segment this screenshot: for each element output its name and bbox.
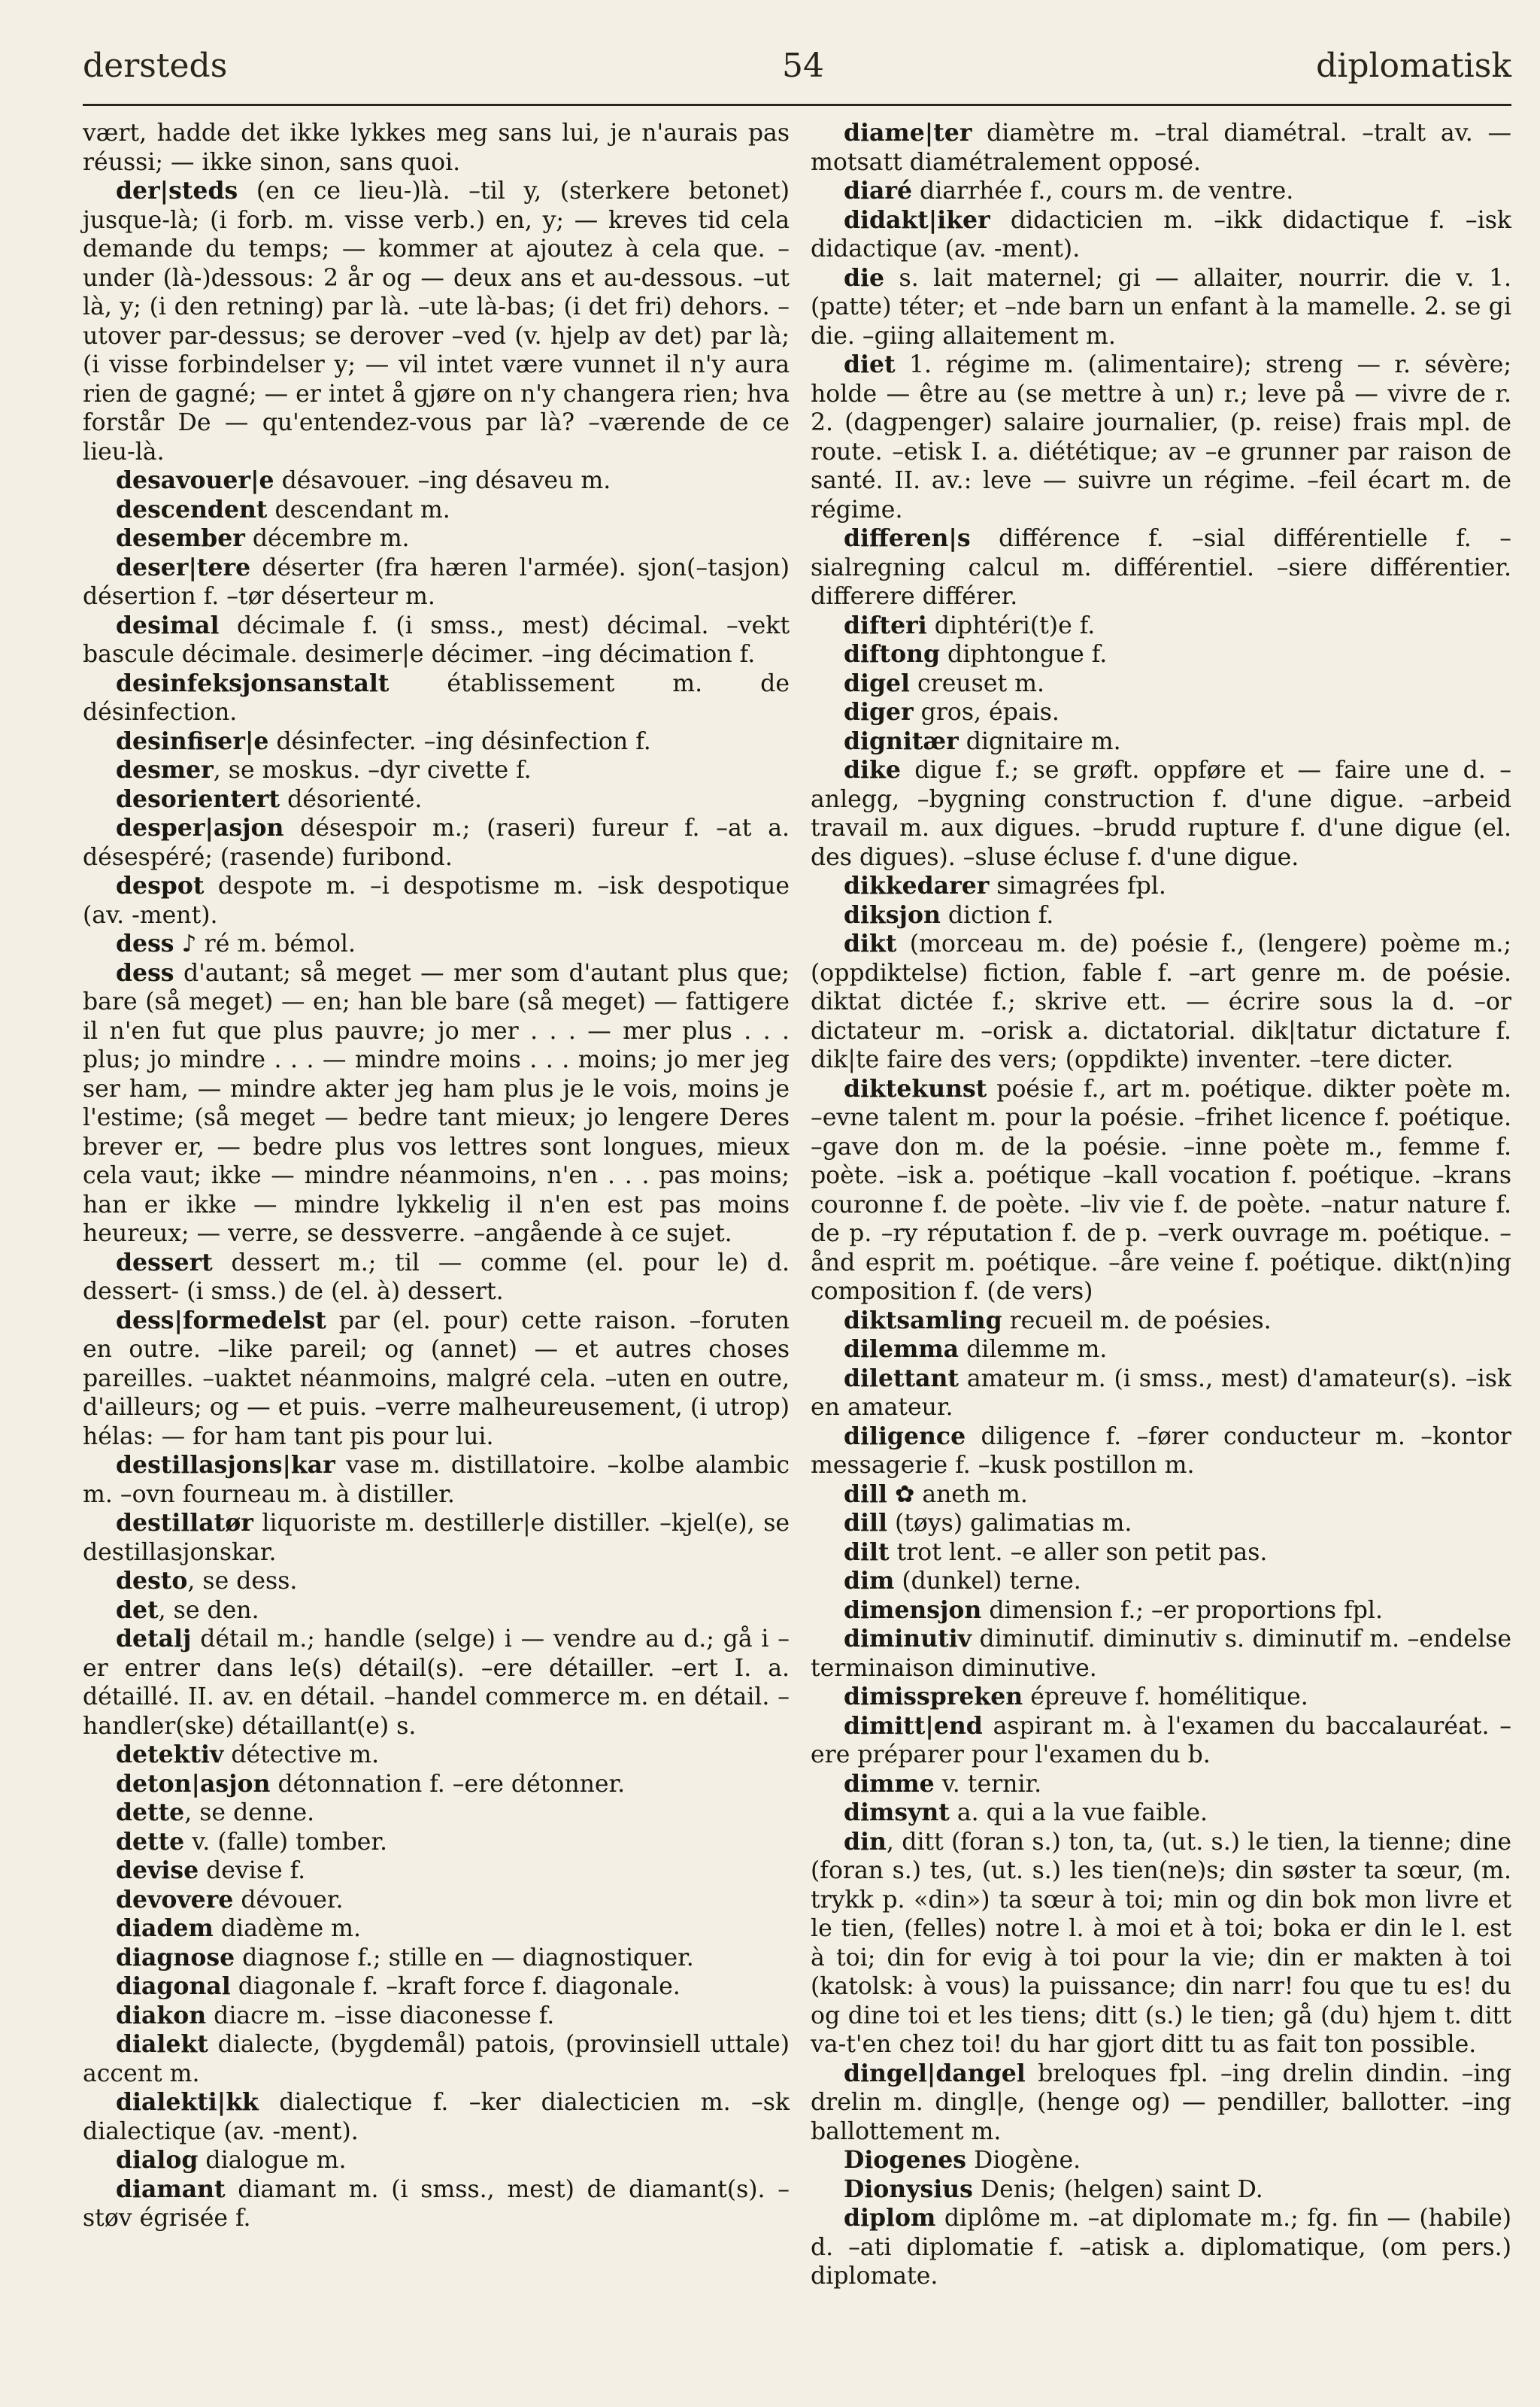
headword: desinfeksjonsanstalt [116, 669, 390, 697]
dictionary-entry: der|steds (en ce lieu-)là. –til y, (sterkere betonet) jusque-là; (i forb. m. visse verb.) en, y; — kreves tid cela demande du temps; — kommer at ajoutez à cela que. –under (là-)dessous: 2 år og — deux ans et au-dessous. –ut là, y; (i den retning) par là. –ute là-bas; (i det fri) dehors. –utover par-dessus; se derover –ved (v. hjelp av det) par là; (i visse forbindelser y; — vil intet være vunnet il n'y aura rien de gagné; — er intet å gjøre on n'y changera rien; hva forstår De — qu'entendez-vous par là? –værende de ce lieu-là. [83, 177, 790, 466]
dictionary-entry: deser|tere déserter (fra hæren l'armée). sjon(–tasjon) désertion f. –tør déserteur m. [83, 553, 790, 610]
headword: devovere [116, 1885, 234, 1914]
dictionary-entry: deton|asjon détonnation f. –ere détonner. [116, 1769, 626, 1798]
headword: diamant [116, 2175, 226, 2203]
dictionary-entry: dikt (morceau m. de) poésie f., (lengere) poème m.; (oppdiktelse) fiction, fable f. –art genre m. de poésie. diktat dictée f.; skrive ett. — écrire sous la d. –or dictateur m. –orisk a. dictatorial. dik|tatur dictature f. dik|te faire des vers; (oppdikte) inventer. –tere dicter. [811, 930, 1511, 1073]
dictionary-entry: desimal décimale f. (i smss., mest) décimal. –vekt bascule décimale. desimer|e décimer. –ing décimation f. [83, 611, 790, 668]
headword: dimsynt [844, 1798, 950, 1826]
headword: dilettant [844, 1364, 959, 1392]
headword: diaré [844, 177, 913, 205]
headword: diet [844, 351, 896, 378]
dictionary-entry: diksjon diction f. [844, 900, 1054, 929]
dictionary-entry: dim (dunkel) terne. [844, 1567, 1081, 1595]
dictionary-entry: dialekt dialecte, (bygdemål) patois, (provinsiell uttale) accent m. [83, 2030, 790, 2087]
headword: dimensjon [844, 1595, 982, 1624]
headword: devise [116, 1856, 199, 1884]
headword: dill [844, 1480, 887, 1508]
dictionary-entry: dimitt|end aspirant m. à l'examen du baccalauréat. –ere préparer pour l'examen du b. [811, 1711, 1511, 1768]
header-rule [83, 104, 1511, 106]
headword: dialekti|kk [116, 2088, 259, 2116]
headword: dette [116, 1827, 185, 1856]
headword: desimal [116, 611, 220, 639]
headword: detalj [116, 1625, 192, 1653]
headword: diftong [844, 640, 941, 668]
headword: dimisspreken [844, 1683, 1023, 1710]
dictionary-entry: detektiv détective m. [116, 1741, 380, 1768]
headword: Diogenes [844, 2146, 967, 2174]
right-column [811, 119, 1511, 2291]
header-last-word: diplomatisk [1316, 47, 1511, 85]
dictionary-entry: diminutiv diminutif. diminutiv s. diminutif m. –endelse terminaison diminutive. [811, 1625, 1511, 1682]
dictionary-entry: desper|asjon désespoir m.; (raseri) fureur f. –at a. désespéré; (rasende) furibond. [83, 814, 790, 871]
dictionary-entry: desto, se dess. [116, 1567, 298, 1595]
dictionary-entry: descendent descendant m. [116, 495, 450, 524]
headword: desper|asjon [116, 814, 284, 842]
dictionary-entry: Dionysius Denis; (helgen) saint D. [844, 2175, 1263, 2203]
dictionary-entry: dimisspreken épreuve f. homélitique. [844, 1683, 1308, 1710]
dictionary-entry: din, ditt (foran s.) ton, ta, (ut. s.) le tien, la tienne; dine (foran s.) tes, (ut. s.) les tien(ne)s; din søster ta sœur, (m. trykk p. «din») ta sœur à toi; min og din bok mon livre et le tien, (felles) notre l. à moi et à toi; boka er din le l. est à toi; din for evig à toi pour la vie; din er makten à toi (katolsk: à vous) la puissance; din narr! fou que tu es! du og dine toi et les tiens; ditt (s.) le tien; gå (du) hjem t. ditt va-t'en chez toi! du har gjort ditt tu as fait ton possible. [811, 1827, 1511, 2058]
dictionary-entry: devise devise f. [116, 1856, 306, 1884]
headword: dilt [844, 1537, 890, 1566]
dictionary-entry: despot despote m. –i despotisme m. –isk despotique (av. -ment). [83, 872, 790, 929]
dictionary-entry: diaré diarrhée f., cours m. de ventre. [844, 177, 1294, 205]
dictionary-entry: desavouer|e désavouer. –ing désaveu m. [116, 466, 611, 494]
headword: diame|ter [844, 119, 972, 147]
headword: die [844, 263, 885, 292]
dictionary-entry: dess|formedelst par (el. pour) cette raison. –foruten en outre. –like pareil; og (annet) — et autres choses pareilles. –uaktet néanmoins, malgré cela. –uten en outre, d'ailleurs; og — et puis. –verre malheureusement, (i utrop) hélas: — for ham tant pis pour lui. [83, 1306, 790, 1450]
left-column [83, 119, 790, 2233]
dictionary-entry: dingel|dangel breloques fpl. –ing drelin dindin. –ing drelin m. dingl|e, (henge og) — pendiller, ballotter. –ing ballottement m. [811, 2059, 1511, 2145]
headword: descendent [116, 495, 268, 524]
page-number: 54 [782, 47, 824, 85]
dictionary-entry: diktekunst poésie f., art m. poétique. dikter poète m. –evne talent m. pour la poésie. –frihet licence f. poétique. –gave don m. de la poésie. –inne poète m., femme f. poète. –isk a. poétique –kall vocation f. poétique. –krans couronne f. de poète. –liv vie f. de poète. –natur nature f. de p. –ry réputation f. de p. –verk ouvrage m. poétique. –ånd esprit m. poétique. –åre veine f. poétique. dikt(n)ing composition f. (de vers) [811, 1074, 1511, 1305]
headword: deton|asjon [116, 1769, 271, 1798]
headword: desorientert [116, 785, 280, 813]
dictionary-entry: destillasjons|kar vase m. distillatoire. –kolbe alambic m. –ovn fourneau m. à distiller. [83, 1451, 790, 1508]
headword: dess [116, 958, 174, 987]
dictionary-entry: det, se den. [116, 1595, 259, 1624]
dictionary-entry: desinfeksjonsanstalt établissement m. de désinfection. [83, 669, 790, 726]
dictionary-entry: detalj détail m.; handle (selge) i — vendre au d.; gå i –er entrer dans le(s) détail(s). –ere détailler. –ert I. a. détaillé. II. av. en détail. –handel commerce m. en détail. –handler(ske) détaillant(e) s. [83, 1625, 790, 1740]
dictionary-entry: dialekti|kk dialectique f. –ker dialecticien m. –sk dialectique (av. -ment). [83, 2088, 790, 2145]
headword: diktsamling [844, 1306, 1002, 1334]
headword: desinfiser|e [116, 727, 269, 755]
headword: desember [116, 524, 245, 552]
dictionary-entry: digel creuset m. [844, 669, 1045, 697]
dictionary-entry: diadem diadème m. [116, 1914, 362, 1942]
headword: dimitt|end [844, 1711, 983, 1740]
dictionary-entry: desinfiser|e désinfecter. –ing désinfection f. [116, 727, 651, 755]
headword: diminutiv [844, 1625, 972, 1653]
dictionary-entry: die s. lait maternel; gi — allaiter, nourrir. die v. 1. (patte) téter; et –nde barn un enfant à la mamelle. 2. se gi die. –giing allaitement m. [811, 263, 1511, 350]
dictionary-entry: diplom diplôme m. –at diplomate m.; fg. fin — (habile) d. –ati diplomatie f. –atisk a. diplomatique, (om pers.) diplomate. [811, 2204, 1511, 2290]
headword: dingel|dangel [844, 2059, 1026, 2087]
dictionary-entry: dimensjon dimension f.; –er proportions fpl. [844, 1595, 1383, 1624]
running-header [83, 47, 1511, 99]
dictionary-entry: diagonal diagonale f. –kraft force f. diagonale. [116, 1972, 681, 2000]
dictionary-entry: devovere dévouer. [116, 1885, 344, 1914]
headword: dess|formedelst [116, 1306, 326, 1334]
headword: detektiv [116, 1741, 224, 1768]
dictionary-entry: dessert dessert m.; til — comme (el. pour le) d. dessert- (i smss.) de (el. à) dessert. [83, 1248, 790, 1305]
dictionary-entry: dess d'autant; så meget — mer som d'autant plus que; bare (så meget) — en; han ble bare (så meget) — fattigere il n'en fut que plus pauvre; jo mer . . . — mer plus . . . plus; jo mindre . . . — mindre moins . . . moins; jo mer jeg ser ham, — mindre akter jeg ham plus je le vois, moins je l'estime; (så meget — bedre tant mieux; jo lengere Deres brever er, — bedre plus vos lettres sont longues, mieux cela vaut; ikke — mindre néanmoins, n'en . . . pas moins; han er ikke — mindre lykkelig il n'en est pas moins heureux; — verre, se dessverre. –angående à ce sujet. [83, 958, 790, 1247]
headword: destillatør [116, 1509, 253, 1537]
headword: didakt|iker [844, 205, 990, 234]
headword: difteri [844, 611, 927, 639]
headword: dialekt [116, 2030, 208, 2058]
headword: desmer [116, 756, 214, 784]
headword: dimme [844, 1769, 935, 1798]
dictionary-entry: dill (tøys) galimatias m. [844, 1509, 1132, 1537]
headword: dette [116, 1798, 185, 1826]
headword: desavouer|e [116, 466, 274, 494]
headword: dikt [844, 930, 897, 958]
dictionary-entry: diakon diacre m. –isse diaconesse f. [116, 2001, 555, 2029]
headword: dike [844, 756, 901, 784]
headword: dess [116, 930, 174, 958]
headword: dignitær [844, 727, 959, 755]
header-first-word: dersteds [83, 47, 228, 85]
dictionary-entry: difteri diphtéri(t)e f. [844, 611, 1096, 639]
dictionary-entry: Diogenes Diogène. [844, 2146, 1081, 2174]
dictionary-entry: dilemma dilemme m. [844, 1335, 1108, 1363]
headword: dialog [116, 2146, 199, 2174]
dictionary-entry: dimme v. ternir. [844, 1769, 1042, 1798]
headword: diagnose [116, 1943, 235, 1971]
dictionary-entry: diagnose diagnose f.; stille en — diagnostiquer. [116, 1943, 694, 1971]
dictionary-entry: dimsynt a. qui a la vue faible. [844, 1798, 1208, 1826]
headword: deser|tere [116, 553, 251, 581]
dictionary-entry: desorientert désorienté. [116, 785, 423, 813]
headword: dikkedarer [844, 872, 990, 900]
dictionary-entry: dill ✿ aneth m. [844, 1480, 1028, 1508]
headword: diksjon [844, 900, 941, 929]
dictionary-entry: diftong diphtongue f. [844, 640, 1108, 668]
dictionary-entry: didakt|iker didacticien m. –ikk didactique f. –isk didactique (av. -ment). [811, 205, 1511, 263]
dictionary-entry: diligence diligence f. –fører conducteur m. –kontor messagerie f. –kusk postillon m. [811, 1422, 1511, 1479]
headword: der|steds [116, 177, 238, 205]
dictionary-entry: vært, hadde det ikke lykkes meg sans lui, je n'aurais pas réussi; — ikke sinon, sans quoi. [83, 120, 790, 176]
dictionary-entry: dignitær dignitaire m. [844, 727, 1121, 755]
headword: diadem [116, 1914, 214, 1942]
dictionary-entry: dilt trot lent. –e aller son petit pas. [844, 1537, 1268, 1566]
dictionary-entry: diamant diamant m. (i smss., mest) de diamant(s). –støv égrisée f. [83, 2175, 790, 2232]
headword: diktekunst [844, 1074, 987, 1103]
headword: digel [844, 669, 911, 697]
dictionary-entry: destillatør liquoriste m. destiller|e distiller. –kjel(e), se destillasjonskar. [83, 1509, 790, 1566]
dictionary-entry: diger gros, épais. [844, 698, 1060, 726]
dictionary-entry: desember décembre m. [116, 524, 410, 552]
dictionary-entry: dialog dialogue m. [116, 2146, 347, 2174]
dictionary-entry: diet 1. régime m. (alimentaire); streng — r. sévère; holde — être au (se mettre à un) r.; leve på — vivre de r. 2. (dagpenger) salaire journalier, (p. reise) frais mpl. de route. –etisk I. a. diététique; av –e grunner par raison de santé. II. av.: leve — suivre un régime. –feil écart m. de régime. [811, 351, 1511, 524]
dictionary-entry: dikkedarer simagrées fpl. [844, 872, 1166, 900]
dictionary-entry: dike digue f.; se grøft. oppføre et — faire une d. –anlegg, –bygning construction f. d'une digue. –arbeid travail m. aux digues. –brudd rupture f. d'une digue (el. des digues). –sluse écluse f. d'une digue. [811, 756, 1511, 871]
headword: det [116, 1595, 159, 1624]
dictionary-entry: dette v. (falle) tomber. [116, 1827, 388, 1856]
headword: dill [844, 1509, 887, 1537]
headword: dilemma [844, 1335, 959, 1363]
headword: destillasjons|kar [116, 1451, 335, 1479]
dictionary-entry: differen|s différence f. –sial différentielle f. –sialregning calcul m. différentiel. –siere différentier. differere différer. [811, 524, 1511, 610]
headword: diligence [844, 1422, 966, 1450]
headword: diagonal [116, 1972, 231, 2000]
dictionary-entry: diame|ter diamètre m. –tral diamétral. –tralt av. — motsatt diamétralement opposé. [811, 119, 1511, 176]
headword: dim [844, 1567, 895, 1595]
dictionary-entry: desmer, se moskus. –dyr civette f. [116, 756, 532, 784]
headword: desto [116, 1567, 188, 1595]
headword: diger [844, 698, 914, 726]
dictionary-entry: dette, se denne. [116, 1798, 315, 1826]
headword: diplom [844, 2204, 936, 2232]
dictionary-entry: dess ♪ ré m. bémol. [116, 930, 356, 958]
headword: differen|s [844, 524, 971, 552]
headword: despot [116, 872, 205, 900]
headword: diakon [116, 2001, 207, 2029]
dictionary-entry: diktsamling recueil m. de poésies. [844, 1306, 1272, 1334]
headword: dessert [116, 1248, 213, 1276]
headword: Dionysius [844, 2175, 973, 2203]
dictionary-entry: dilettant amateur m. (i smss., mest) d'amateur(s). –isk en amateur. [811, 1364, 1511, 1421]
headword: din [844, 1827, 887, 1856]
